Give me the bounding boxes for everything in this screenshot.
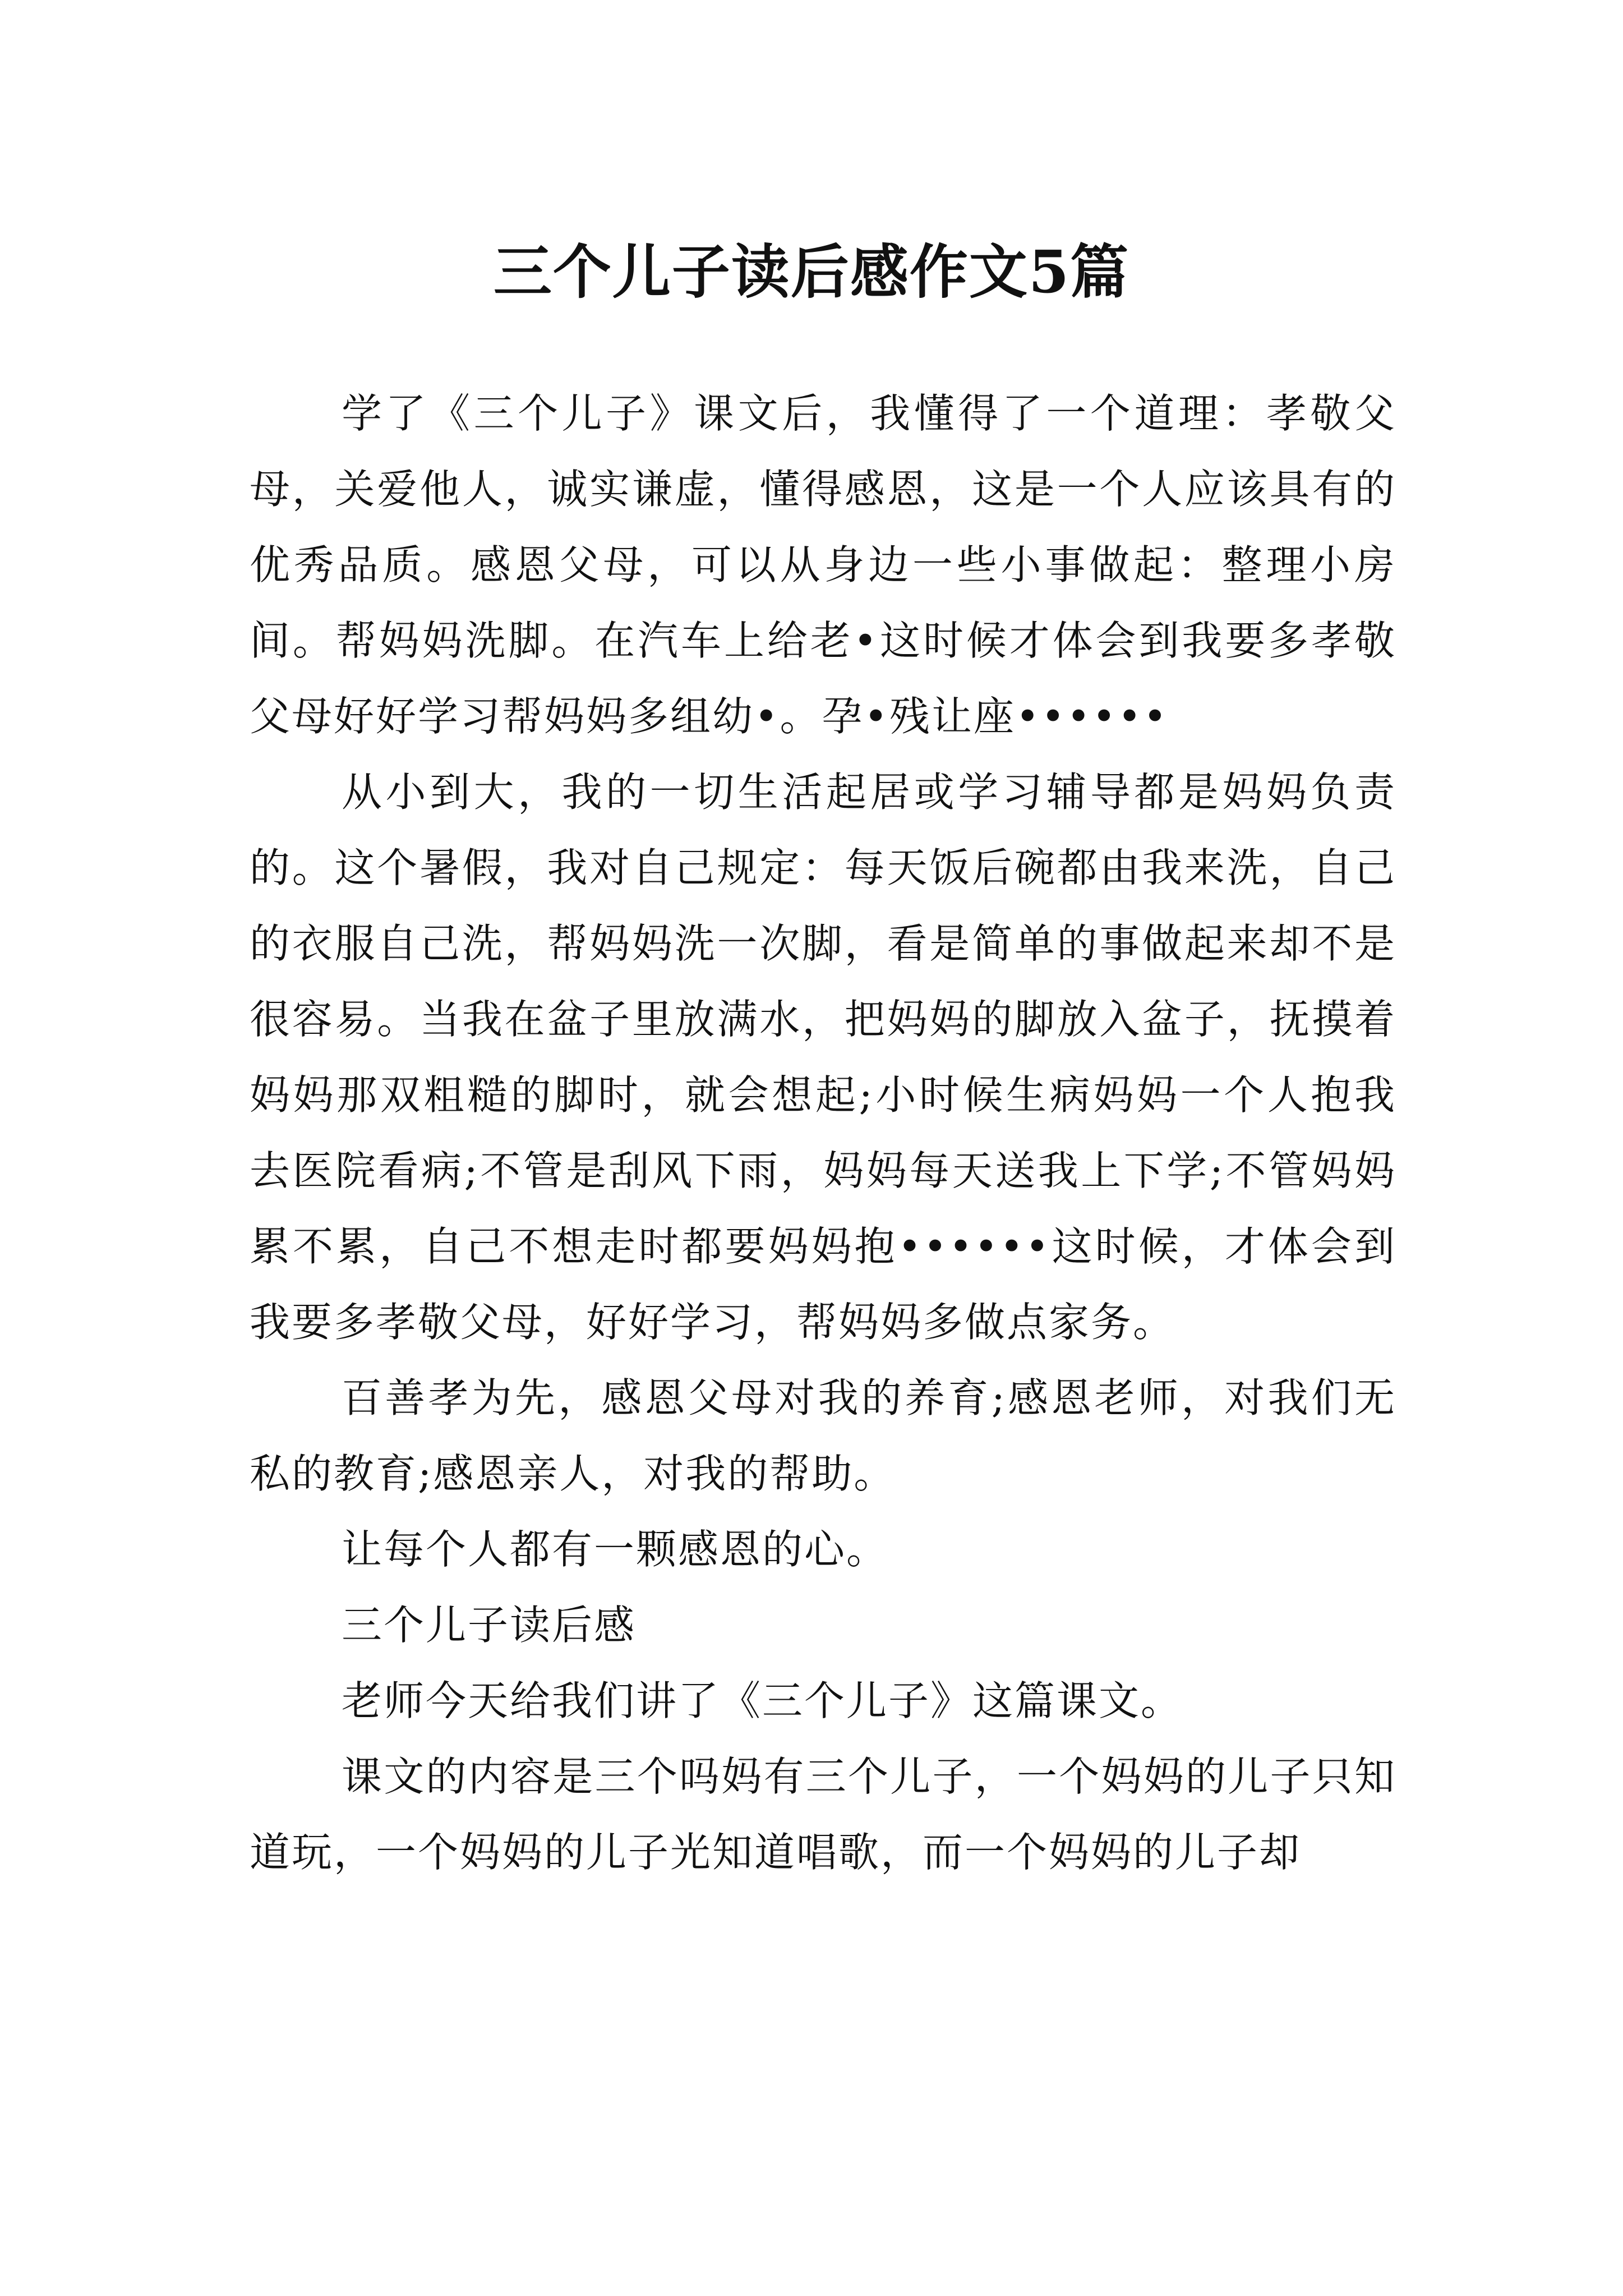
paragraph-6: 课文的内容是三个吗妈有三个儿子，一个妈妈的儿子只知道玩，一个妈妈的儿子光知道唱歌，而一个妈妈的儿子却 <box>250 1753 1396 1876</box>
paragraph-1: 学了《三个儿子》课文后，我懂得了一个道理：孝敬父母，关爱他人，诚实谦虚，懂得感恩，这是一个人应该具有的优秀品质。感恩父母，可以从身边一些小事做起：整理小房间。帮妈妈洗脚。在汽车上给老•这时候才体会到我要多孝敬父母好好学习帮妈妈多组幼•。孕•残让座•••••• <box>250 390 1396 740</box>
paragraph-3: 百善孝为先，感恩父母对我的养育;感恩老师，对我们无私的教育;感恩亲人，对我的帮助。 <box>250 1374 1396 1497</box>
document-body <box>250 376 1396 1890</box>
section-heading: 三个儿子读后感 <box>342 1602 637 1649</box>
paragraph-4: 让每个人都有一颗感恩的心。 <box>342 1526 889 1573</box>
paragraph-2: 从小到大，我的一切生活起居或学习辅导都是妈妈负责的。这个暑假，我对自己规定：每天饭后碗都由我来洗，自己的衣服自己洗，帮妈妈洗一次脚，看是简单的事做起来却不是很容易。当我在盆子里放满水，把妈妈的脚放入盆子，抚摸着妈妈那双粗糙的脚时，就会想起;小时候生病妈妈一个人抱我去医院看病;不管是刮风下雨，妈妈每天送我上下学;不管妈妈累不累，自己不想走时都要妈妈抱••••••这时候，才体会到我要多孝敬父母，好好学习，帮妈妈多做点家务。 <box>250 769 1396 1346</box>
document-title: 三个儿子读后感作文5篇 <box>493 237 1130 306</box>
paragraph-5: 老师今天给我们讲了《三个儿子》这篇课文。 <box>342 1677 1183 1724</box>
